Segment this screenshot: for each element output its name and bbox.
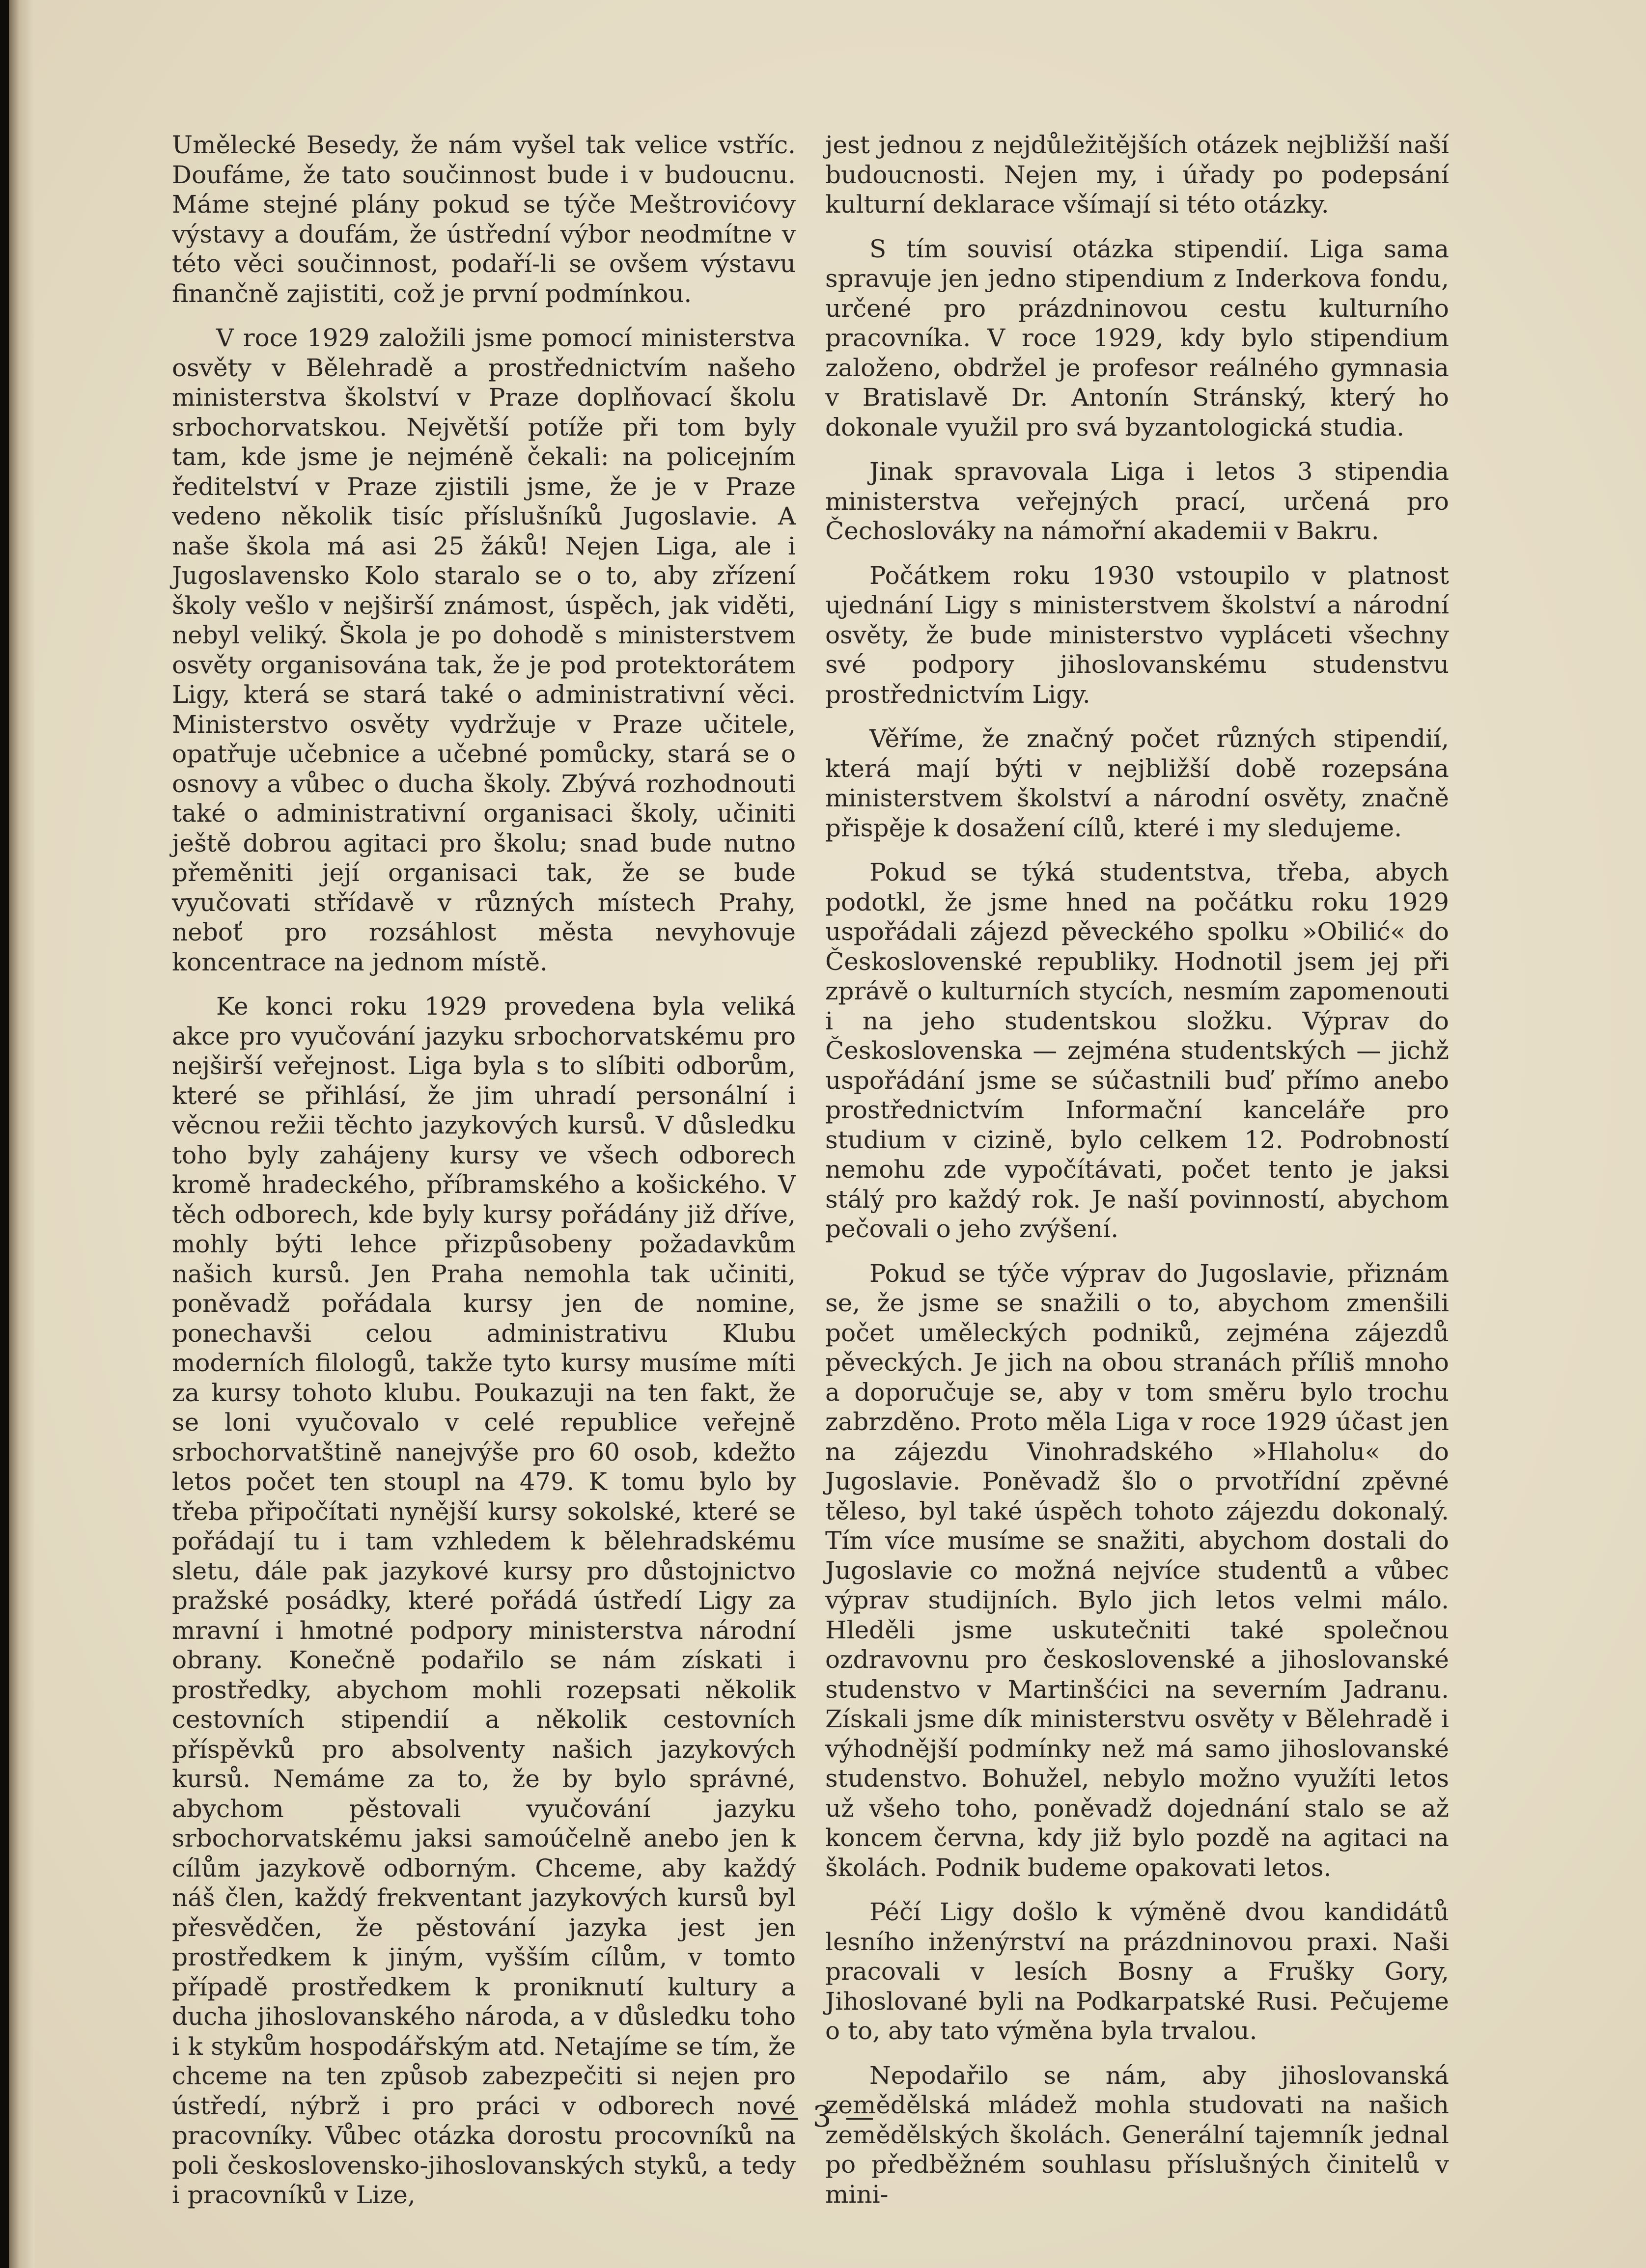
- paragraph: V roce 1929 založili jsme pomocí ministerstva osvěty v Bělehradě a prostřednictvím našeho ministerstva školství v Praze doplňovací školu srbochorvatskou. Největší potíže při tom byly tam, kde jsme je nejméně čekali: na policejním ředitelství v Praze zjistili jsme, že je v Praze vedeno několik tisíc příslušníků Jugoslavie. A naše škola má asi 25 žáků! Nejen Liga, ale i Jugoslavensko Kolo staralo se o to, aby zřízení školy vešlo v nejširší známost, úspěch, jak viděti, nebyl veliký. Škola je po dohodě s ministerstvem osvěty organisována tak, že je pod protektorátem Ligy, která se stará také o administrativní věci. Ministerstvo osvěty vydržuje v Praze učitele, opatřuje učebnice a učebné pomůcky, stará se o osnovy a vůbec o ducha školy. Zbývá rozhodnouti také o administrativní organisaci školy, učiniti ještě dobrou agitaci pro školu; snad bude nutno přeměniti její organisaci tak, že se bude vyučovati střídavě v různých místech Prahy, neboť pro rozsáhlost města nevyhovuje koncentrace na jednom místě.: [172, 324, 796, 976]
- paragraph: jest jednou z nejdůležitějších otázek nejbližší naší budoucnosti. Nejen my, i úřady po podepsání kulturní deklarace všímají si této otázky.: [825, 131, 1449, 219]
- paragraph: Pokud se týče výprav do Jugoslavie, přiznám se, že jsme se snažili o to, abychom zmenšili počet uměleckých podniků, zejména zájezdů pěveckých. Je jich na obou stranách příliš mnoho a doporučuje se, aby v tom směru bylo trochu zabrzděno. Proto měla Liga v roce 1929 účast jen na zájezdu Vinohradského »Hlaholu« do Jugoslavie. Poněvadž šlo o prvotřídní zpěvné těleso, byl také úspěch tohoto zájezdu dokonalý. Tím více musíme se snažiti, abychom dostali do Jugoslavie co možná nejvíce studentů a vůbec výprav studijních. Bylo jich letos velmi málo. Hleděli jsme uskutečniti také společnou ozdravovnu pro československé a jihoslovanské studenstvo v Martinšćici na severním Jadranu. Získali jsme dík ministerstvu osvěty v Bělehradě i výhodnější podmínky než má samo jihoslovanské studenstvo. Bohužel, nebylo možno využíti letos už všeho toho, poněvadž dojednání stalo se až koncem června, kdy již bylo pozdě na agitaci na školách. Podnik budeme opakovati letos.: [825, 1259, 1449, 1882]
- paragraph: Počátkem roku 1930 vstoupilo v platnost ujednání Ligy s ministerstvem školství a národní osvěty, že bude ministerstvo vypláceti všechny své podpory jihoslovanskému studenstvu prostřednictvím Ligy.: [825, 561, 1449, 709]
- paragraph: Pokud se týká studentstva, třeba, abych podotkl, že jsme hned na počátku roku 1929 uspořádali zájezd pěveckého spolku »Obilić« do Československé republiky. Hodnotil jsem jej při zprávě o kulturních stycích, nesmím zapomenouti i na jeho studentskou složku. Výprav do Československa — zejména studentských — jichž uspořádání jsme se súčastnili buď přímo anebo prostřednictvím Informační kanceláře pro studium v cizině, bylo celkem 12. Podrobností nemohu zde vypočítávati, počet tento je jaksi stálý pro každý rok. Je naší povinností, abychom pečovali o jeho zvýšení.: [825, 858, 1449, 1243]
- paragraph: Péčí Ligy došlo k výměně dvou kandidátů lesního inženýrství na prázdninovou praxi. Naši pracovali v lesích Bosny a Frušky Gory, Jihoslované byli na Podkarpatské Rusi. Pečujeme o to, aby tato výměna byla trvalou.: [825, 1898, 1449, 2045]
- paragraph: Ke konci roku 1929 provedena byla veliká akce pro vyučování jazyku srbochorvatskému pro nejširší veřejnost. Liga byla s to slíbiti odborům, které se přihlásí, že jim uhradí personální i věcnou režii těchto jazykových kursů. V důsledku toho byly zahájeny kursy ve všech odborech kromě hradeckého, příbramského a košického. V těch odborech, kde byly kursy pořádány již dříve, mohly býti lehce přizpůsobeny požadavkům našich kursů. Jen Praha nemohla tak učiniti, poněvadž pořádala kursy jen de nomine, ponechavši celou administrativu Klubu moderních filologů, takže tyto kursy musíme míti za kursy tohoto klubu. Poukazuji na ten fakt, že se loni vyučovalo v celé republice veřejně srbochorvatštině nanejvýše pro 60 osob, kdežto letos počet ten stoupl na 479. K tomu bylo by třeba připočítati nynější kursy sokolské, které se pořádají tu i tam vzhledem k bělehradskému sletu, dále pak jazykové kursy pro důstojnictvo pražské posádky, které pořádá ústředí Ligy za mravní i hmotné podpory ministerstva národní obrany. Konečně podařilo se nám získati i prostředky, abychom mohli rozepsati několik cestovních stipendií a několik cestovních příspěvků pro absolventy našich jazykových kursů. Nemáme za to, že by bylo správné, abychom pěstovali vyučování jazyku srbochorvatskému jaksi samoúčelně anebo jen k cílům jazykově odborným. Chceme, aby každý náš člen, každý frekventant jazykových kursů byl přesvědčen, že pěstování jazyka jest jen prostředkem k jiným, vyšším cílům, v tomto případě prostředkem k proniknutí kultury a ducha jihoslovanského národa, a v důsledku toho i k stykům hospodářským atd. Netajíme se tím, že chceme na ten způsob zabezpečiti si nejen pro ústředí, nýbrž i pro práci v odborech nové pracovníky. Vůbec otázka dorostu procovníků na poli československo-jihoslovanských styků, a tedy i pracovníků v Lize,: [172, 992, 796, 2209]
- paragraph: S tím souvisí otázka stipendií. Liga sama spravuje jen jedno stipendium z Inderkova fondu, určené pro prázdninovou cestu kulturního pracovníka. V roce 1929, kdy bylo stipendium založeno, obdržel je profesor reálného gymnasia v Bratislavě Dr. Antonín Stránský, který ho dokonale využil pro svá byzantologická studia.: [825, 234, 1449, 442]
- paragraph: Jinak spravovala Liga i letos 3 stipendia ministerstva veřejných prací, určená pro Čechoslováky na námořní akademii v Bakru.: [825, 457, 1449, 545]
- paragraph: Věříme, že značný počet různých stipendií, která mají býti v nejbližší době rozepsána ministerstvem školství a národní osvěty, značně přispěje k dosažení cílů, které i my sledujeme.: [825, 724, 1449, 842]
- paragraph: Umělecké Besedy, že nám vyšel tak velice vstříc. Doufáme, že tato součinnost bude i v budoucnu. Máme stejné plány pokud se týče Meštrovićovy výstavy a doufám, že ústřední výbor neodmítne v této věci součinnost, podaří-li se ovšem výstavu finančně zajistiti, což je první podmínkou.: [172, 131, 796, 308]
- right-column: [825, 130, 1449, 2224]
- binding-shadow: [0, 0, 9, 2268]
- page-number: — 3 —: [770, 2100, 876, 2134]
- paragraph: Nepodařilo se nám, aby jihoslovanská zemědělská mládež mohla studovati na našich zemědělských školách. Generální tajemník jednal po předběžném souhlasu příslušných činitelů v mini-: [825, 2061, 1449, 2209]
- left-column: [172, 130, 796, 2225]
